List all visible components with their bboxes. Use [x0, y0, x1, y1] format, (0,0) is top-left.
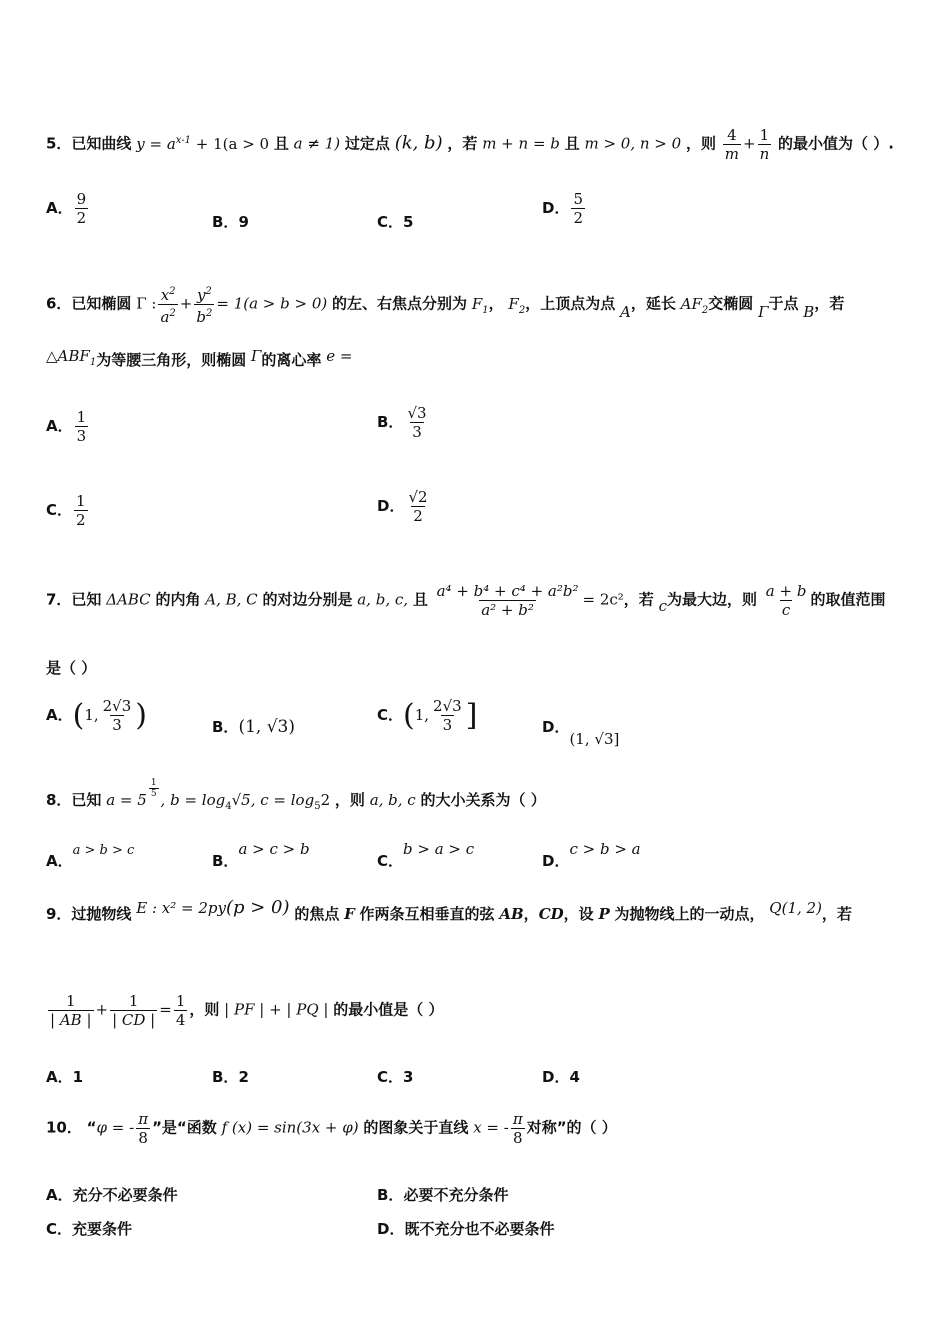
q8-stem: 8．已知 a = 5 $\frac{1}{5}$ , $b = \log_4√5$, $c = \log_52$ ，则 a, b, c 的大小关系为（ ） [46, 778, 546, 812]
q10-option-c[interactable]: C．充要条件 [46, 1220, 133, 1238]
q5-math: $y = a^{x-1} + 1(a > 0$ [136, 134, 270, 153]
q5-option-a[interactable]: A． $\frac{9}{2}$ [46, 190, 87, 227]
q5-frac-4-m: $\frac{4}{m}$ [724, 126, 739, 163]
q7-stem-line2: 是（ ） [46, 659, 97, 677]
q7-main-fraction: $\frac{\text{a⁴ + b⁴ + c⁴ + a²b²}}{\text{a² + b²}}$ [436, 582, 579, 619]
q5-text: 5．已知曲线 [46, 134, 132, 153]
q8-option-c[interactable]: C．b > a > c [377, 840, 475, 870]
q6-option-c[interactable]: C． $\frac{1}{2}$ [46, 492, 86, 529]
q10-stem: 10． “φ = - $\frac{\pi}{8}$ ”是“函数 f (x) = sin(3x + φ) 的图象关于直线 x = - $\frac{\pi}{8}$ 对称”的（ ） [46, 1110, 617, 1147]
q6-option-b[interactable]: B． $\frac{√3}{3}$ [377, 404, 427, 441]
q9-option-c[interactable]: C．3 [377, 1068, 414, 1086]
q10-option-d[interactable]: D．既不充分也不必要条件 [377, 1220, 555, 1238]
q9-stem: 9．过抛物线 E : x² = 2py(p > 0) 的焦点 F 作两条互相垂直的弦 AB，CD，设 P 为抛物线上的一动点， Q(1, 2)，若 [46, 897, 852, 923]
q10-option-b[interactable]: B．必要不充分条件 [377, 1186, 509, 1204]
q7-stem: 7．已知 ΔABC 的内角 A, B, C 的对边分别是 a, b, c, 且 $\frac{\text{a⁴ + b⁴ + c⁴ + a²b²}}{\text{a² + b²}}$ = 2c²，若 c为最大边，则 $\frac{a + b}{c}$ 的取值范围 [46, 582, 886, 619]
q6-option-d[interactable]: D． $\frac{√2}{2}$ [377, 488, 428, 525]
q8-option-a[interactable]: A．a > b > c [46, 843, 135, 870]
q8-option-b[interactable]: B．a > c > b [212, 840, 310, 870]
q9-option-d[interactable]: D．4 [542, 1068, 580, 1086]
q7-option-b[interactable]: B．(1, √3) [212, 717, 295, 737]
q5-option-b[interactable]: B．9 [212, 213, 249, 231]
q7-option-a[interactable]: A．(1, $\frac{2√3}{3}$ ) [46, 697, 148, 734]
q6-option-a[interactable]: A． $\frac{1}{3}$ [46, 408, 87, 445]
q5-option-c[interactable]: C．5 [377, 213, 414, 231]
q6-stem: 6．已知椭圆 Γ : $\frac{x^2}{a^2}$ + $\frac{y^2}{b^2}$ = 1(a > b > 0) 的左、右焦点分别为 $F_1$， $F_2$，上顶点为点 A，延长 $AF_2$交椭圆 Γ于点 B，若 [46, 286, 845, 326]
q5-option-d[interactable]: D． $\frac{5}{2}$ [542, 190, 583, 227]
q9-option-b[interactable]: B．2 [212, 1068, 249, 1086]
q6-stem-line2: $\triangle ABF_1$为等腰三角形，则椭圆 Γ的离心率 e = [46, 347, 353, 369]
q9-stem-line2: $\frac{1}{| AB |}$ + $\frac{1}{| CD |}$ = $\frac{1}{4}$ ，则 | PF | + | PQ | 的最小值是（ ） [50, 992, 444, 1029]
q8-option-d[interactable]: D．c > b > a [542, 840, 641, 870]
q7-option-d[interactable]: D．(1, √3] [542, 718, 620, 748]
q7-option-c[interactable]: C．(1, $\frac{2√3}{3}$ ] [377, 697, 478, 734]
q10-option-a[interactable]: A．充分不必要条件 [46, 1186, 178, 1204]
q5-stem: 5．已知曲线 $y = a^{x-1} + 1(a > 0$ 且 a ≠ 1) 过定点 (k, b) ，若 m + n = b 且 m > 0, n > 0 ，则 $\frac{4}{m}$ + $\frac{1}{n}$ 的最小值为（ ）. [46, 126, 894, 163]
q9-option-a[interactable]: A．1 [46, 1068, 84, 1086]
q5-frac-1-n: $\frac{1}{n}$ [759, 126, 770, 163]
